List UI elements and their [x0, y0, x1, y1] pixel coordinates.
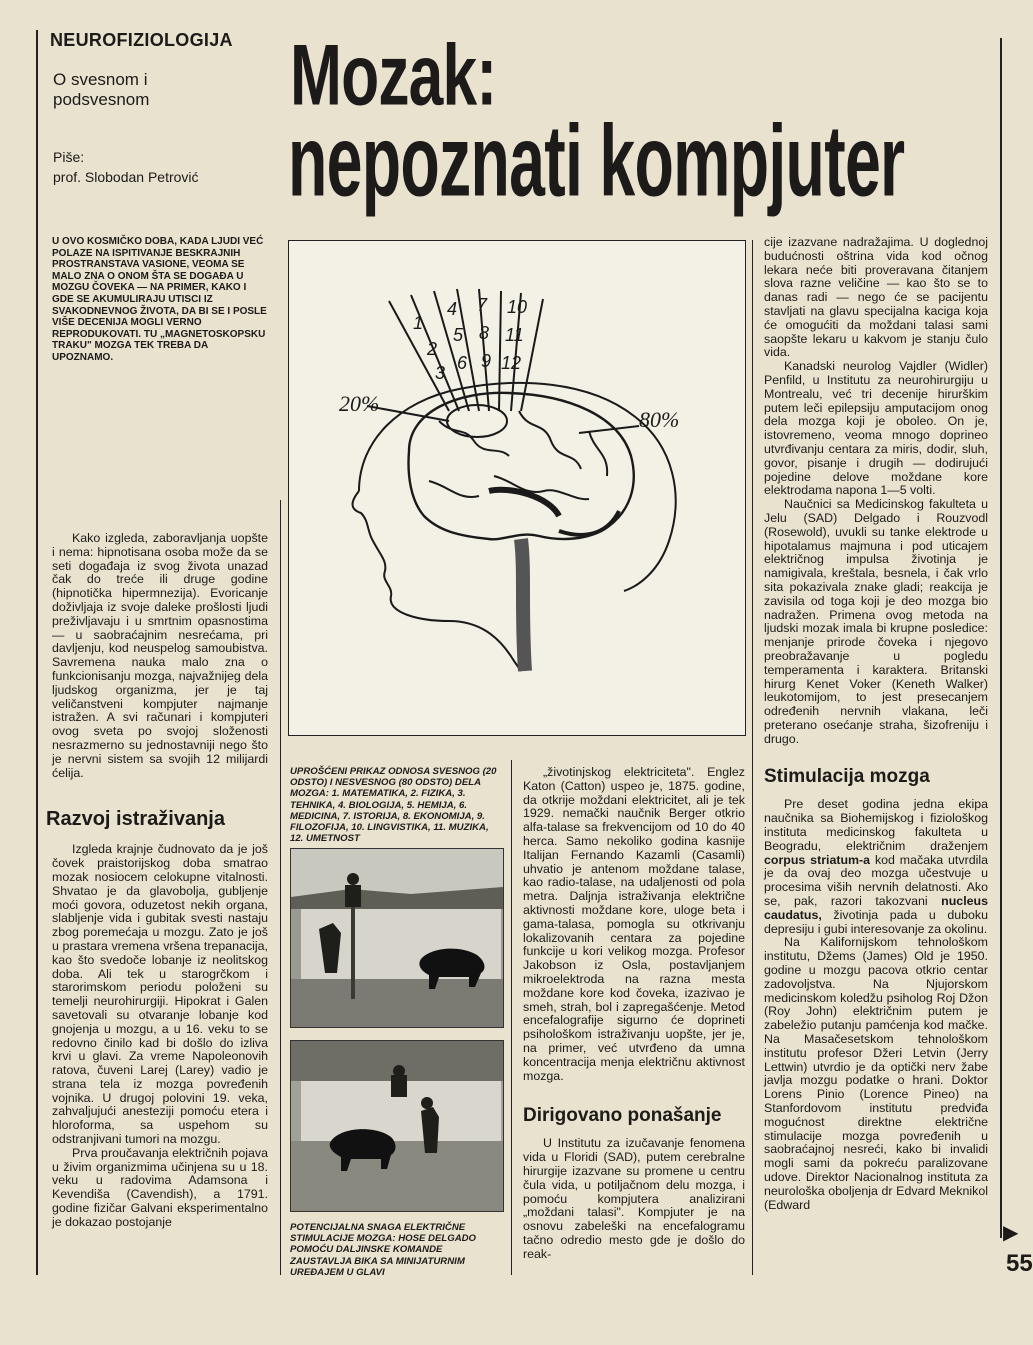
heading-stimulacija: Stimulacija mozga — [764, 766, 930, 788]
term-corpus-striatum: corpus striatum-a — [764, 852, 871, 867]
term-nucleus-caudatus: nucleus caudatus, — [764, 894, 988, 922]
photo-caption: POTENCIJALNA SNAGA ELEKTRIČNE STIMULACIJE MOZGA: HOSE DELGADO POMOĆU DALJINSKE KOMANDE ZAUSTAVLJA BIKA SA MINIJATURNIM UREĐAJEM U GLAVI — [290, 1222, 477, 1278]
area-number-7: 7 — [477, 295, 488, 315]
page-number: 55 — [1006, 1250, 1033, 1277]
col1-paragraph-2: Prva proučavanja električnih pojava u živim organizmima učinjena su u 18. veku u radovima Adamsona i Kevendiša (Cavendish), a 1791. godine fizičar Galvani eksperimentalno je dokazao postojanje — [52, 1145, 268, 1229]
figure-caption: UPROŠĆENI PRIKAZ ODNOSA SVESNOG (20 ODSTO) I NESVESNOG (80 ODSTO) DELA MOZGA: 1. MATEMATIKA, 2. FIZIKA, 3. TEHNIKA, 4. BIOLOGIJA, 5. HEMIJA, 6. MEDICINA, 7. ISTORIJA, 8. EKONOMIJA, 9. FILOZOFIJA, 10. LINGVISTIKA, 11. MUZIKA, 12. UMETNOST — [290, 766, 497, 845]
col3-paragraph-2: U Institutu za izučavanje fenomena vida u Floridi (SAD), putem cerebralne hirurgije izazvane su promene u centru čula vida, u potiljačnom delu mozga, i pomoću kompjutera analizirani „moždani talasi". Kompjuter je na osnovu zabeleški na encefalogramu tačno odredio mesto gde je došlo do reak- — [523, 1136, 745, 1261]
title-line-2: nepoznati kompjuter — [288, 105, 905, 218]
area-number-4: 4 — [447, 299, 458, 319]
column-3 — [523, 766, 745, 1262]
area-number-6: 6 — [457, 353, 468, 373]
col4-p4-part-c: životinja pada u duboku depresiju i gubi interesovanje za okolinu. — [764, 907, 988, 936]
col4-paragraph-4 — [764, 798, 988, 936]
brain-figure — [288, 240, 746, 736]
col4-paragraph-5: Na Kalifornijskom tehnološkom institutu, Džems (James) Old je 1950. godine u mozgu pacova otkrio centar zadovoljstva. Na Njujorskom medicinskom koledžu psiholog Roj Džon (Roy John) električnim putem je zabeležio putanju pamćenja kod mačke. Na Masačesetskom tehnološkom institutu profesor Džeri Letvin (Jerry Lettwin) utvrdio je da optički nerv žabe javlja mozgu podatke o hrani. Doktor Lorens Pinio (Lorence Pineo) na Stanfordovom institutu predviđa mogućnost direktne električne stimulacije mozga povređenih u saobraćajnoj nesreći, kako bi invalidi mogli sami da pokreću paralizovane udove. Direktor Nacionalnog instituta za neurološka oboljenja dr Edvard Meknikol (Edward — [764, 935, 988, 1212]
area-number-3: 3 — [435, 363, 446, 383]
kicker: O svesnom i podsvesnom — [53, 70, 150, 109]
left-frame-rule — [36, 30, 38, 1275]
bullfight-photo-2 — [290, 1040, 504, 1212]
column-4 — [764, 236, 988, 1212]
area-number-8: 8 — [479, 323, 490, 343]
title-line-1: Mozak: — [290, 27, 497, 125]
area-number-5: 5 — [453, 325, 464, 345]
col4-p4-part-b: kod mačaka utvrdila je da ovaj deo mozga učestvuje u procesima viših nervnih delatnosti. Ako se, pak, razori takozvani — [764, 852, 988, 909]
col1-paragraph-1: Izgleda krajnje čudnovato da je još čovek praistorijskog doba smatrao mozak nosiocem celokupne vitalnosti. Shvatao je da glavobolja, gubljenje moći govora, oduzetost nekih organa, slabljenje vida i gubitak svesti nastaju zbog poremećaja u mozgu. Zato je još u prastara vremena vršena trepanacija, kao što svedoče lobanje iz neolitskog doba. Ali tek u starogrčkom i starorimskom periodu položeni su temelji neurohirurgiji. Hipokrat i Galen savetovali su otvaranje lobanje kod gnojenja u mozgu, a u 16. veku to se redovno činilo kad bi došlo do izliva krvi u glavi. Za vreme Napoleonovih ratova, čuveni Larej (Larey) vadio je strana tela iz mozga povređenih vojnika. U drugoj polovini 19. veka, zahvaljujući anesteziji pomoću etera i hloroforma, sa uspehom su odstranjivani tumori na mozgu. — [52, 842, 268, 1147]
intro-paragraph: Kako izgleda, zaboravljanja uopšte i nema: hipnotisana osoba može da se seti događaja iz svog života unazad čak do treće ili druge godine (hipnotička hipermnezija). Evoricanje doživljaja iz svoje daleke prošlosti ljudi preživljavaju i u smrtnim opasnostima — u saobraćajnim nesrećama, pri davljenju, kod neuspelog samoubistva. Savremena nauka malo zna o funkcionisanju mozga, najvažnijeg dela ljudskog organizma, jer je taj veličanstveni kompjuter najmanje istražen. A svi računari i kompjuteri ovog sveta po svojoj složenosti nesrazmerno su jednostavniji nego što je nervni sistem sa svojih 12 milijardi ćelija. — [52, 531, 268, 780]
heading-dirigovano: Dirigovano ponašanje — [523, 1105, 722, 1127]
area-number-12: 12 — [501, 353, 522, 373]
label-20-percent: 20% — [339, 391, 380, 416]
col4-paragraph-1: cije izazvane nadražajima. U doglednoj budućnosti oštrina vida kod očnog lekara neće biti proveravana čitanjem slova razne veličine — kao što se to danas radi — nego će se pacijentu stavljati na glavu specijalna kaciga koja će omogućiti da moždani talasi sami saopšte lekaru u kakvom je stanju čulo vida. — [764, 235, 988, 360]
column-rule-3 — [752, 240, 753, 1275]
byline-label: Piše: — [53, 149, 85, 165]
bullfight-photo-1 — [290, 848, 504, 1028]
heading-razvoj: Razvoj istraživanja — [46, 808, 225, 831]
area-number-1: 1 — [413, 313, 424, 333]
area-number-11: 11 — [505, 325, 524, 345]
col4-paragraph-3: Naučnici sa Medicinskog fakulteta u Jelu (SAD) Delgado i Rouzvodl (Rosewold), uvukli su tanke elektrode u hipotalamus majmuna i pod uticajem električnog impulsa životinja je namigivala, kreštala, besnela, i čak vrlo sita pokazivala znake gladi; reakcija je zavisila od toga koji je deo mozga bio nadražen. Primena ovog metoda na ljudski mozak imala bi krupne posledice: menjanje prirode čoveka i njegovo preobražavanje u pogledu temperamenta i karaktera. Britanski hirurg Kenet Voker (Keneth Walker) leukotomijom, to jest presecanjem određenih nervnih vlakana, leči preterano osećanje straha, šizofreniju i drugo. — [764, 497, 988, 746]
right-frame-rule — [1000, 38, 1002, 1238]
byline-author: prof. Slobodan Petrović — [53, 169, 199, 185]
col4-paragraph-2: Kanadski neurolog Vajdler (Widler) Penfild, u Institutu za neurohirurgiju u Montrealu, već tri decenije hirurškim putem leči epilepsiju amputacijom onog dela mozga koji je oboleo. On je, istovremeno, veoma mnogo doprineo utvrđivanju centara za miris, dodir, sluh, govor, pisanje i drugih — dodirujući pojedine delove moždane kore elektrodama napona 1—5 volti. — [764, 359, 988, 498]
section-label: NEUROFIZIOLOGIJA — [50, 30, 233, 50]
area-number-10: 10 — [507, 297, 528, 317]
label-80-percent: 80% — [639, 407, 680, 432]
column-1 — [46, 531, 268, 1230]
area-number-9: 9 — [481, 351, 492, 371]
lead-paragraph: U OVO KOSMIČKO DOBA, KADA LJUDI VEĆ POLAZE NA ISPITIVANJE BESKRAJNIH PROSTRANSTAVA VASIONE, VEOMA SE MALO ZNA O ONOM ŠTA SE DOGAĐA U MOZGU ČOVEKA — NA PRIMER, KAKO I GDE SE AKUMULIRAJU UTISCI IZ SVAKODNEVNOG ŽIVOTA, DA BI SE I POSLE VIŠE DECENIJA MOGLI VERNO REPRODUKOVATI. TU „MAGNETOSKOPSKU TRAKU" MOZGA TEK TREBA DA UPOZNAMO. — [52, 236, 267, 363]
area-number-2: 2 — [427, 339, 438, 359]
col4-p4-part-a: Pre deset godina jedna ekipa naučnika sa Biohemijskog i fiziološkog instituta medicinskog fakulteta u Beogradu, električnim draženjem — [764, 797, 988, 853]
next-page-arrow: ▶ — [1003, 1220, 1019, 1244]
col3-paragraph-1: „životinjskog elektriciteta". Englez Katon (Catton) uspeo je, 1875. godine, da otkrije moždani elektricitet, ali je tek 1929. nemački naučnik Berger otkrio alfa-talase sa frekvencijom od 10 do 40 herca. Samo nekoliko godina kasnije Italijan Fernando Kazamli (Casamli) uhvatio je antenom moždane talase, kao radio-talase, na udaljenosti od pola metra. Daljnja istraživanja električne aktivnosti moždane kore, uloge beta i gama-talasa, pomogla su otkrivanju lokalizovanih centara za pojedine funkcije u kori velikog mozga. Profesor Jakobson iz Osla, postavljanjem mikroelektroda na razna mesta moždane kore kod čoveka, izazivao je smeh, strah, bol i zapregašćenje. Metod encefalografije sigurno će doprineti psihološkom istraživanju uopšte, jer je, na primer, već utvrđeno da umna koncentracija menja električnu aktivnost mozga. — [523, 765, 745, 1083]
column-rule-1 — [280, 500, 281, 1275]
column-rule-2 — [511, 760, 512, 1275]
